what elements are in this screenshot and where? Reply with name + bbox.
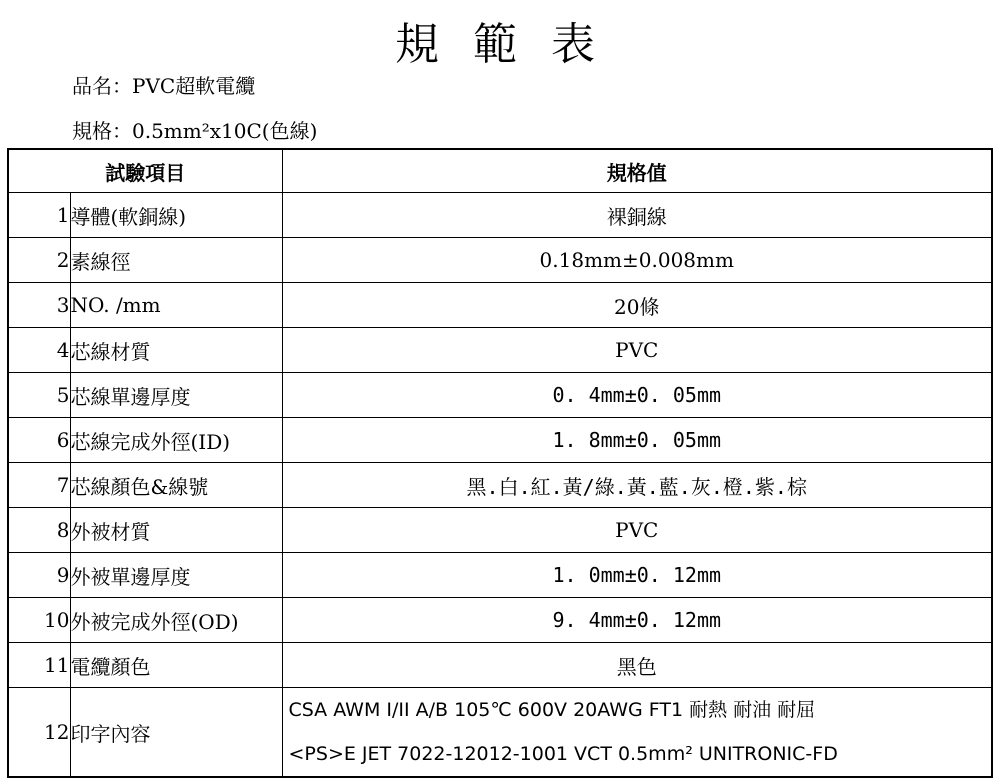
row-item: 外被材質 xyxy=(70,508,282,553)
row-value: 1. 0mm±0. 12mm xyxy=(282,553,992,598)
product-spec: 規格：0.5mm²x10C(色線) xyxy=(72,119,318,143)
row-item: 芯線單邊厚度 xyxy=(70,373,282,418)
row-number: 11 xyxy=(8,643,70,688)
row-number: 8 xyxy=(8,508,70,553)
row-value: PVC xyxy=(282,328,992,373)
row-value: 黑.白.紅.黃/綠.黃.藍.灰.橙.紫.棕 xyxy=(282,463,992,508)
table-header-row xyxy=(8,149,992,193)
table-row xyxy=(8,508,992,553)
marking-line-1: CSA AWM I/II A/B 105℃ 600V 20AWG FT1 耐熱 耐油 耐屈 xyxy=(288,699,816,721)
product-name: 品名：PVC超軟電纜 xyxy=(72,74,256,98)
row-value: 裸銅線 xyxy=(282,193,992,238)
table-row xyxy=(8,598,992,643)
row-item: 外被完成外徑(OD) xyxy=(70,598,282,643)
table-row xyxy=(8,283,992,328)
row-value: 黑色 xyxy=(282,643,992,688)
row-number: 10 xyxy=(8,598,70,643)
row-number: 3 xyxy=(8,283,70,328)
row-item: 芯線完成外徑(ID) xyxy=(70,418,282,463)
row-item: 芯線材質 xyxy=(70,328,282,373)
row-item: 電纜顏色 xyxy=(70,643,282,688)
table-row xyxy=(8,193,992,238)
row-number: 1 xyxy=(8,193,70,238)
header-spec-value: 規格值 xyxy=(282,149,992,193)
header-test-item: 試驗項目 xyxy=(8,149,282,193)
row-number: 4 xyxy=(8,328,70,373)
row-number: 12 xyxy=(8,688,70,778)
table-row xyxy=(8,688,992,778)
row-value: 20條 xyxy=(282,283,992,328)
page-title: 規 範 表 xyxy=(395,19,605,70)
marking-content-cell xyxy=(282,688,992,778)
row-value: 0. 4mm±0. 05mm xyxy=(282,373,992,418)
table-row xyxy=(8,463,992,508)
spec-table xyxy=(7,148,993,778)
marking-line-2: <PS>E JET 7022-12012-1001 VCT 0.5mm² UNITRONIC-FD xyxy=(288,743,838,765)
row-item: 芯線顏色&線號 xyxy=(70,463,282,508)
table-row xyxy=(8,418,992,463)
row-number: 6 xyxy=(8,418,70,463)
row-item: NO. /mm xyxy=(70,283,282,328)
table-row xyxy=(8,553,992,598)
row-value: PVC xyxy=(282,508,992,553)
row-number: 5 xyxy=(8,373,70,418)
row-value: 9. 4mm±0. 12mm xyxy=(282,598,992,643)
row-item: 導體(軟銅線) xyxy=(70,193,282,238)
table-row xyxy=(8,643,992,688)
row-number: 9 xyxy=(8,553,70,598)
table-row xyxy=(8,238,992,283)
row-item: 印字內容 xyxy=(70,688,282,778)
row-value: 0.18mm±0.008mm xyxy=(282,238,992,283)
row-item: 素線徑 xyxy=(70,238,282,283)
row-number: 2 xyxy=(8,238,70,283)
row-number: 7 xyxy=(8,463,70,508)
table-row xyxy=(8,373,992,418)
row-value: 1. 8mm±0. 05mm xyxy=(282,418,992,463)
row-item: 外被單邊厚度 xyxy=(70,553,282,598)
table-row xyxy=(8,328,992,373)
